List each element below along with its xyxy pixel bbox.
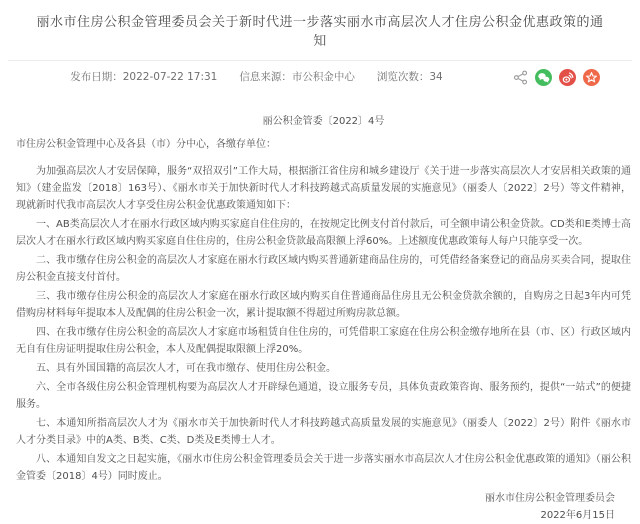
view-count: 浏览次数：34	[376, 71, 443, 83]
doc-paragraph-7: 七、本通知所指高层次人才为《丽水市关于加快新时代人才科技跨越式高质量发展的实施意见》（丽委人〔2022〕2号）附件《丽水市人才分类目录》中的A类、B类、C类、D类及E类博士人才。	[16, 418, 631, 446]
doc-paragraph-1: 一、AB类高层次人才在丽水行政区域内购买家庭自住住房的，在按规定比例支付首付款后，可全额申请公积金贷款。CD类和E类博士高层次人才在丽水行政区域内购买家庭自住住房的，住房公积金贷款最高限额上浮60%。上述额度优惠政策每人每户只能享受一次。	[16, 219, 631, 247]
doc-paragraph-intro: 为加强高层次人才安居保障，服务“双招双引”工作大局，根据浙江省住房和城乡建设厅《关于进一步落实高层次人才安居相关政策的通知》（建金监发〔2018〕163号）、《丽水市关于加快新时代人才科技跨越式高质量发展的实施意见》（丽委人〔2022〕2号）等文件精神，现就新时代我市高层次人才享受住房公积金优惠政策通知如下：	[16, 166, 631, 211]
signature-block	[16, 490, 631, 524]
page-title: 丽水市住房公积金管理委员会关于新时代进一步落实丽水市高层次人才住房公积金优惠政策的通知	[36, 15, 604, 49]
signature-org: 丽水市住房公积金管理委员会	[485, 493, 615, 504]
doc-paragraph-6: 六、全市各级住房公积金管理机构要为高层次人才开辟绿色通道，设立服务专员，具体负责政策咨询、服务预约，提供“一站式”的便捷服务。	[16, 382, 631, 410]
qzone-share-icon[interactable]	[583, 69, 600, 86]
doc-paragraph-4: 四、在我市缴存住房公积金的高层次人才家庭市场租赁自住住房的，可凭借职工家庭在住房公积金缴存地所在县（市、区）行政区域内无自有住房证明提取住房公积金，本人及配偶提取限额上浮20%。	[16, 327, 631, 355]
doc-paragraph-2: 二、我市缴存住房公积金的高层次人才家庭在丽水行政区域内购买普通新建商品住房的，可凭借经备案登记的商品房买卖合同，提取住房公积金直接支付首付。	[16, 255, 631, 283]
share-icon[interactable]	[513, 70, 528, 85]
weibo-share-icon[interactable]	[559, 69, 576, 86]
meta-row	[0, 67, 640, 87]
signature-date: 2022年6月15日	[540, 510, 615, 521]
doc-paragraph-3: 三、我市缴存住房公积金的高层次人才家庭在丽水行政区域内购买自住普通商品住房且无公积金贷款余额的，自购房之日起3年内可凭借购房材料每年提取本人及配偶的住房公积金一次，累计提取额不得超过所购房款总额。	[16, 291, 631, 319]
doc-salutation: 市住房公积金管理中心及各县（市）分中心，各缴存单位：	[16, 139, 276, 150]
doc-number: 丽公积金管委〔2022〕4号	[262, 116, 385, 127]
notice-document	[0, 113, 640, 524]
share-toolbar	[513, 69, 640, 86]
wechat-share-icon[interactable]	[535, 69, 552, 86]
meta-items	[0, 67, 513, 87]
title-divider	[8, 60, 632, 61]
publish-date: 发布日期：2022-07-22 17:31	[70, 71, 218, 83]
info-source: 信息来源：市公积金中心	[239, 71, 355, 83]
doc-paragraph-8: 八、本通知自发文之日起实施，《丽水市住房公积金管理委员会关于进一步落实丽水市高层次人才住房公积金优惠政策的通知》（丽公积金管委〔2018〕4号）同时废止。	[16, 454, 631, 482]
doc-paragraph-5: 五、具有外国国籍的高层次人才，可在我市缴存、使用住房公积金。	[36, 363, 336, 374]
